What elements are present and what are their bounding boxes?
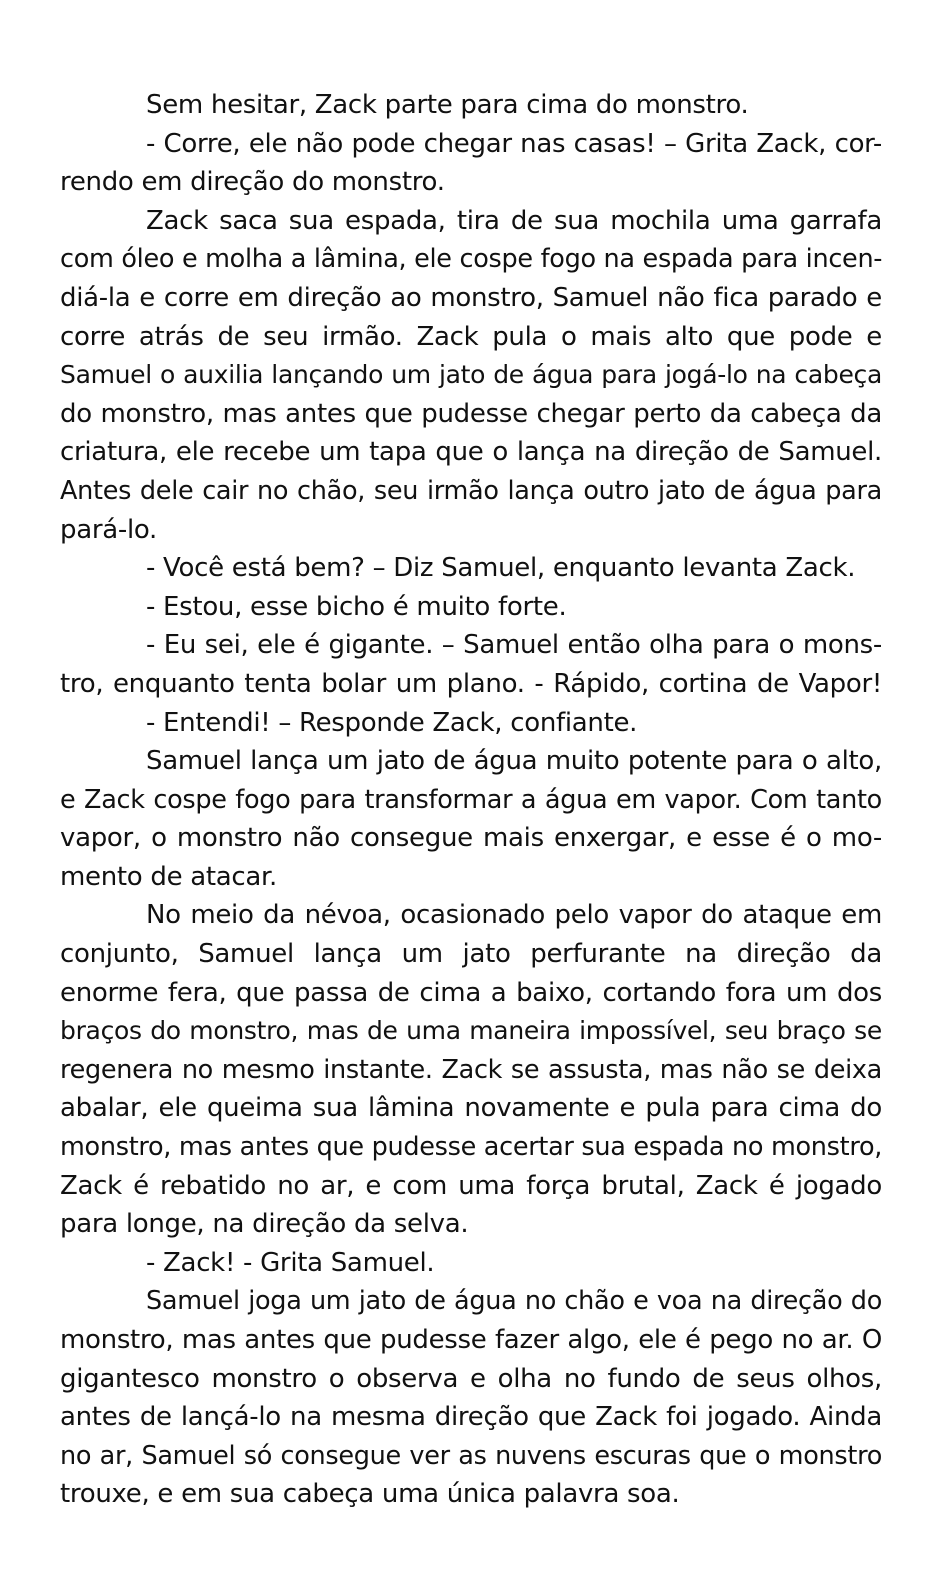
text-line: No meio da névoa, ocasionado pelo vapor do ataque em bbox=[146, 900, 882, 931]
text-line: Antes dele cair no chão, seu irmão lança outro jato de água para bbox=[60, 475, 882, 506]
text-line: braços do monstro, mas de uma maneira impossível, seu braço se bbox=[60, 1016, 882, 1046]
text-line: - Você está bem? – Diz Samuel, enquanto levanta Zack. bbox=[146, 553, 856, 584]
text-line: enorme fera, que passa de cima a baixo, cortando fora um dos bbox=[60, 977, 882, 1008]
text-line: Samuel joga um jato de água no chão e voa na direção do bbox=[146, 1286, 882, 1317]
text-line: regenera no mesmo instante. Zack se assusta, mas não se deixa bbox=[60, 1054, 882, 1085]
text-line: - Entendi! – Responde Zack, confiante. bbox=[146, 707, 638, 738]
text-line: criatura, ele recebe um tapa que o lança na direção de Samuel. bbox=[60, 437, 882, 468]
text-line: para longe, na direção da selva. bbox=[60, 1209, 469, 1240]
text-line: conjunto, Samuel lança um jato perfurante na direção da bbox=[60, 939, 882, 970]
text-line: monstro, mas antes que pudesse fazer algo, ele é pego no ar. O bbox=[60, 1325, 882, 1355]
text-line: - Estou, esse bicho é muito forte. bbox=[146, 591, 567, 622]
text-line: Zack é rebatido no ar, e com uma força brutal, Zack é jogado bbox=[60, 1170, 882, 1201]
book-page-text bbox=[60, 86, 882, 1514]
text-line: antes de lançá-lo na mesma direção que Zack foi jogado. Ainda bbox=[60, 1402, 882, 1433]
text-line: - Corre, ele não pode chegar nas casas! – Grita Zack, cor- bbox=[146, 128, 882, 159]
text-line: pará-lo. bbox=[60, 514, 157, 545]
text-line: mento de atacar. bbox=[60, 861, 277, 892]
text-line: diá-la e corre em direção ao monstro, Samuel não fica parado e bbox=[60, 282, 882, 313]
text-line: Sem hesitar, Zack parte para cima do monstro. bbox=[146, 90, 749, 120]
text-line: tro, enquanto tenta bolar um plano. - Rápido, cortina de Vapor! bbox=[60, 668, 882, 699]
text-line: e Zack cospe fogo para transformar a água em vapor. Com tanto bbox=[60, 784, 882, 815]
text-line: vapor, o monstro não consegue mais enxergar, e esse é o mo- bbox=[60, 823, 882, 854]
text-line: trouxe, e em sua cabeça uma única palavra soa. bbox=[60, 1479, 680, 1510]
text-line: Samuel o auxilia lançando um jato de água para jogá-lo na cabeça bbox=[60, 360, 882, 390]
text-line: abalar, ele queima sua lâmina novamente e pula para cima do bbox=[60, 1093, 882, 1124]
text-line: Zack saca sua espada, tira de sua mochila uma garrafa bbox=[146, 205, 882, 236]
text-line: rendo em direção do monstro. bbox=[60, 167, 445, 198]
text-line: - Zack! - Grita Samuel. bbox=[146, 1247, 435, 1278]
text-line: - Eu sei, ele é gigante. – Samuel então olha para o mons- bbox=[146, 630, 882, 661]
text-line: monstro, mas antes que pudesse acertar sua espada no monstro, bbox=[60, 1132, 883, 1163]
text-line: corre atrás de seu irmão. Zack pula o mais alto que pode e bbox=[60, 321, 882, 352]
text-line: Samuel lança um jato de água muito potente para o alto, bbox=[146, 746, 882, 777]
text-line: com óleo e molha a lâmina, ele cospe fogo na espada para incen- bbox=[60, 244, 883, 275]
text-line: do monstro, mas antes que pudesse chegar perto da cabeça da bbox=[60, 398, 882, 429]
text-line: gigantesco monstro o observa e olha no fundo de seus olhos, bbox=[60, 1363, 882, 1394]
text-line: no ar, Samuel só consegue ver as nuvens escuras que o monstro bbox=[60, 1440, 882, 1471]
